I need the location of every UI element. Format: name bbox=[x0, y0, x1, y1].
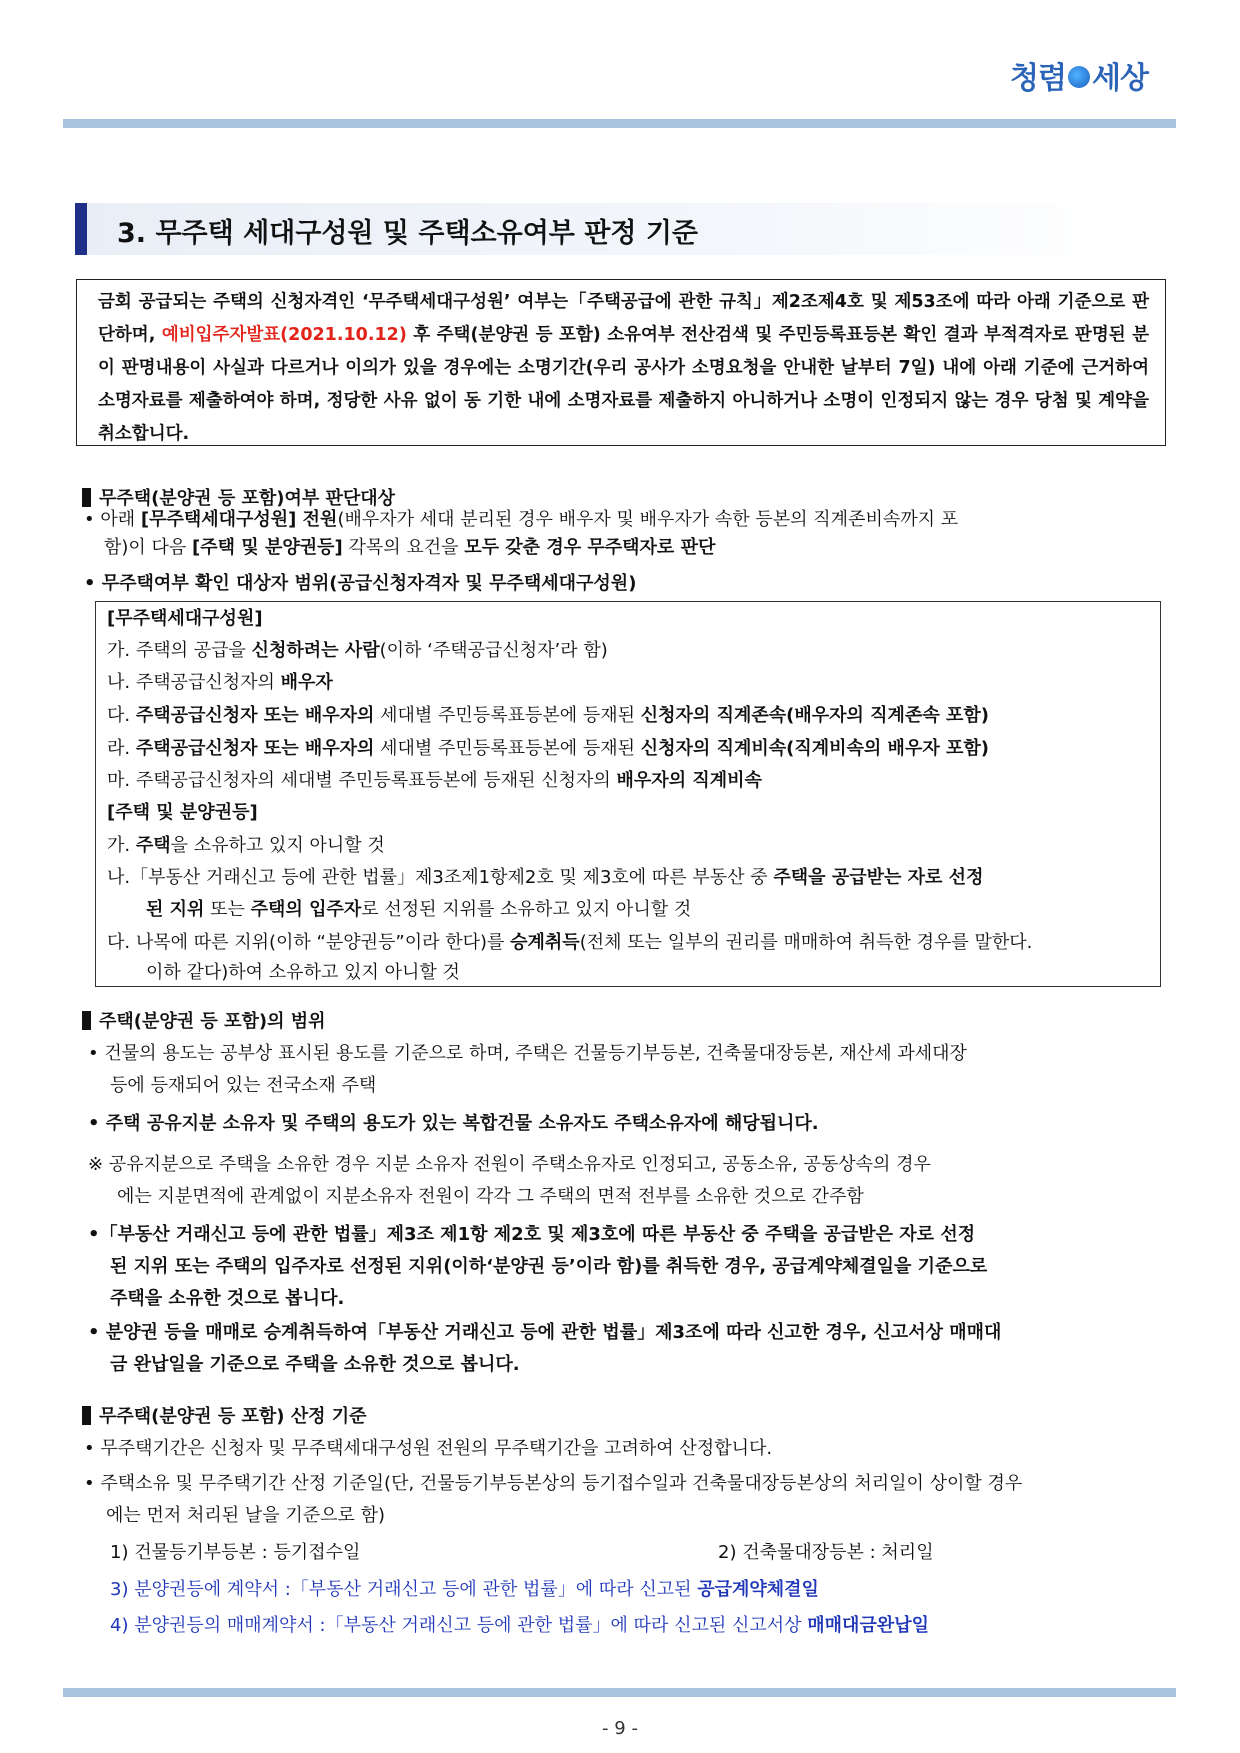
scope-line-9: • 분양권 등을 매매로 승계취득하여「부동산 거래신고 등에 관한 법률」제3조에 따라 신고한 경우, 신고서상 매매대 bbox=[88, 1322, 1002, 1343]
bullet-square-icon bbox=[82, 1406, 91, 1425]
box-item-na2-cont: 된 지위 또는 주택의 입주자로 선정된 지위를 소유하고 있지 아니할 것 bbox=[146, 899, 692, 920]
section-title: 3. 무주택 세대구성원 및 주택소유여부 판정 기준 bbox=[117, 218, 698, 249]
logo-emblem-icon bbox=[1068, 66, 1090, 88]
scope-line-3: • 주택 공유지분 소유자 및 주택의 용도가 있는 복합건물 소유자도 주택소유자에 해당됩니다. bbox=[88, 1113, 819, 1134]
box-item-ra: 라. 주택공급신청자 또는 배우자의 세대별 주민등록표등본에 등재된 신청자의 직계비속(직계비속의 배우자 포함) bbox=[107, 738, 989, 759]
box-heading-housing: [주택 및 분양권등] bbox=[107, 802, 258, 823]
criteria-item-1: 1) 건물등기부등본 : 등기접수일 bbox=[110, 1542, 361, 1563]
heading-scope bbox=[82, 1007, 326, 1033]
scope-line-10: 금 완납일을 기준으로 주택을 소유한 것으로 봅니다. bbox=[110, 1354, 520, 1375]
box-item-ma: 마. 주택공급신청자의 세대별 주민등록표등본에 등재된 신청자의 배우자의 직계비속 bbox=[107, 770, 762, 791]
footer-rule bbox=[63, 1688, 1176, 1697]
scope-line-2: 등에 등재되어 있는 전국소재 주택 bbox=[110, 1075, 377, 1096]
scope-note-1: ※ 공유지분으로 주택을 소유한 경우 지분 소유자 전원이 주택소유자로 인정되고, 공동소유, 공동상속의 경우 bbox=[88, 1154, 931, 1175]
criteria-item-3: 3) 분양권등에 계약서 :「부동산 거래신고 등에 관한 법률」에 따라 신고된 공급계약체결일 bbox=[110, 1579, 819, 1600]
scope-bullet: • 무주택여부 확인 대상자 범위(공급신청자격자 및 무주택세대구성원) bbox=[84, 573, 637, 594]
box-item-na2: 나.「부동산 거래신고 등에 관한 법률」제3조제1항제2호 및 제3호에 따른 부동산 중 주택을 공급받는 자로 선정 bbox=[107, 867, 984, 888]
notice-box bbox=[76, 279, 1166, 446]
scope-line-7: 된 지위 또는 주택의 입주자로 선정된 지위(이하‘분양권 등’이라 함)를 취득한 경우, 공급계약체결일을 기준으로 bbox=[110, 1256, 988, 1277]
box-item-ga: 가. 주택의 공급을 신청하려는 사람(이하 ‘주택공급신청자’라 함) bbox=[107, 640, 608, 661]
heading-target-text: 무주택(분양권 등 포함)여부 판단대상 bbox=[99, 488, 396, 509]
page-number: - 9 - bbox=[602, 1718, 638, 1739]
heading-scope-text: 주택(분양권 등 포함)의 범위 bbox=[99, 1011, 326, 1032]
section-heading-bar bbox=[75, 203, 87, 255]
criteria-line-2: • 주택소유 및 무주택기간 산정 기준일(단, 건물등기부등본상의 등기접수일과 건축물대장등본상의 처리일이 상이할 경우 bbox=[84, 1473, 1023, 1494]
notice-highlight: 예비입주자발표(2021.10.12) bbox=[161, 325, 407, 345]
notice-text-2: 후 주택(분양권 등 포함) 소유여부 전산검색 및 주민등록표등본 확인 결과 부적격자로 판명된 분이 판명내용이 사실과 다르거나 이의가 있을 경우에는 소명기간(우리 공사가 소명요청을 안내한 날부터 7일) 내에 아래 기준에 근거하여 소명자료를 제출하여야 하며, 정당한 사유 없이 동 기한 내에 소명자료를 제출하지 아니하거나 소명이 인정되지 않는 경우 당첨 및 계약을 취소합니다. bbox=[98, 325, 1149, 444]
logo bbox=[1010, 50, 1150, 100]
logo-text-left: 청렴 bbox=[1010, 61, 1066, 96]
bullet-square-icon bbox=[82, 1011, 91, 1030]
target-line-1: • 아래 [무주택세대구성원] 전원(배우자가 세대 분리된 경우 배우자 및 배우자가 속한 등본의 직계존비속까지 포 bbox=[84, 509, 959, 530]
box-item-da2-cont: 이하 같다)하여 소유하고 있지 아니할 것 bbox=[146, 962, 460, 983]
bullet-square-icon bbox=[82, 488, 91, 507]
section-heading bbox=[75, 203, 1135, 255]
target-line-2: 함)이 다음 [주택 및 분양권등] 각목의 요건을 모두 갖춘 경우 무주택자로 판단 bbox=[104, 537, 716, 558]
heading-criteria-text: 무주택(분양권 등 포함) 산정 기준 bbox=[99, 1406, 367, 1427]
header-rule bbox=[63, 119, 1176, 128]
scope-line-1: • 건물의 용도는 공부상 표시된 용도를 기준으로 하며, 주택은 건물등기부등본, 건축물대장등본, 재산세 과세대장 bbox=[88, 1043, 967, 1064]
box-item-da: 다. 주택공급신청자 또는 배우자의 세대별 주민등록표등본에 등재된 신청자의 직계존속(배우자의 직계존속 포함) bbox=[107, 705, 989, 726]
logo-text-right: 세상 bbox=[1091, 61, 1148, 96]
box-heading-household: [무주택세대구성원] bbox=[107, 608, 263, 629]
criteria-line-3: 에는 먼저 처리된 날을 기준으로 함) bbox=[106, 1505, 386, 1526]
scope-line-6: •「부동산 거래신고 등에 관한 법률」제3조 제1항 제2호 및 제3호에 따른 부동산 중 주택을 공급받은 자로 선정 bbox=[88, 1224, 976, 1245]
box-item-na: 나. 주택공급신청자의 배우자 bbox=[107, 672, 333, 693]
criteria-item-4: 4) 분양권등의 매매계약서 :「부동산 거래신고 등에 관한 법률」에 따라 신고된 신고서상 매매대금완납일 bbox=[110, 1615, 929, 1636]
box-item-da2: 다. 나목에 따른 지위(이하 “분양권등”이라 한다)를 승계취득(전체 또는 일부의 권리를 매매하여 취득한 경우를 말한다. bbox=[107, 932, 1033, 953]
scope-line-8: 주택을 소유한 것으로 봅니다. bbox=[110, 1288, 345, 1309]
heading-criteria bbox=[82, 1402, 367, 1428]
notice-text: 금회 공급되는 주택의 신청자격인 ‘무주택세대구성원’ 여부는「주택공급에 관한 규칙」제2조제4호 및 제53조에 따라 아래 기준으로 판단하며, bbox=[98, 292, 1149, 345]
criteria-item-2: 2) 건축물대장등본 : 처리일 bbox=[718, 1542, 934, 1563]
scope-note-2: 에는 지분면적에 관계없이 지분소유자 전원이 각각 그 주택의 면적 전부를 소유한 것으로 간주함 bbox=[117, 1186, 864, 1207]
criteria-line-1: • 무주택기간은 신청자 및 무주택세대구성원 전원의 무주택기간을 고려하여 산정합니다. bbox=[84, 1438, 773, 1459]
box-item-ga2: 가. 주택을 소유하고 있지 아니할 것 bbox=[107, 835, 385, 856]
